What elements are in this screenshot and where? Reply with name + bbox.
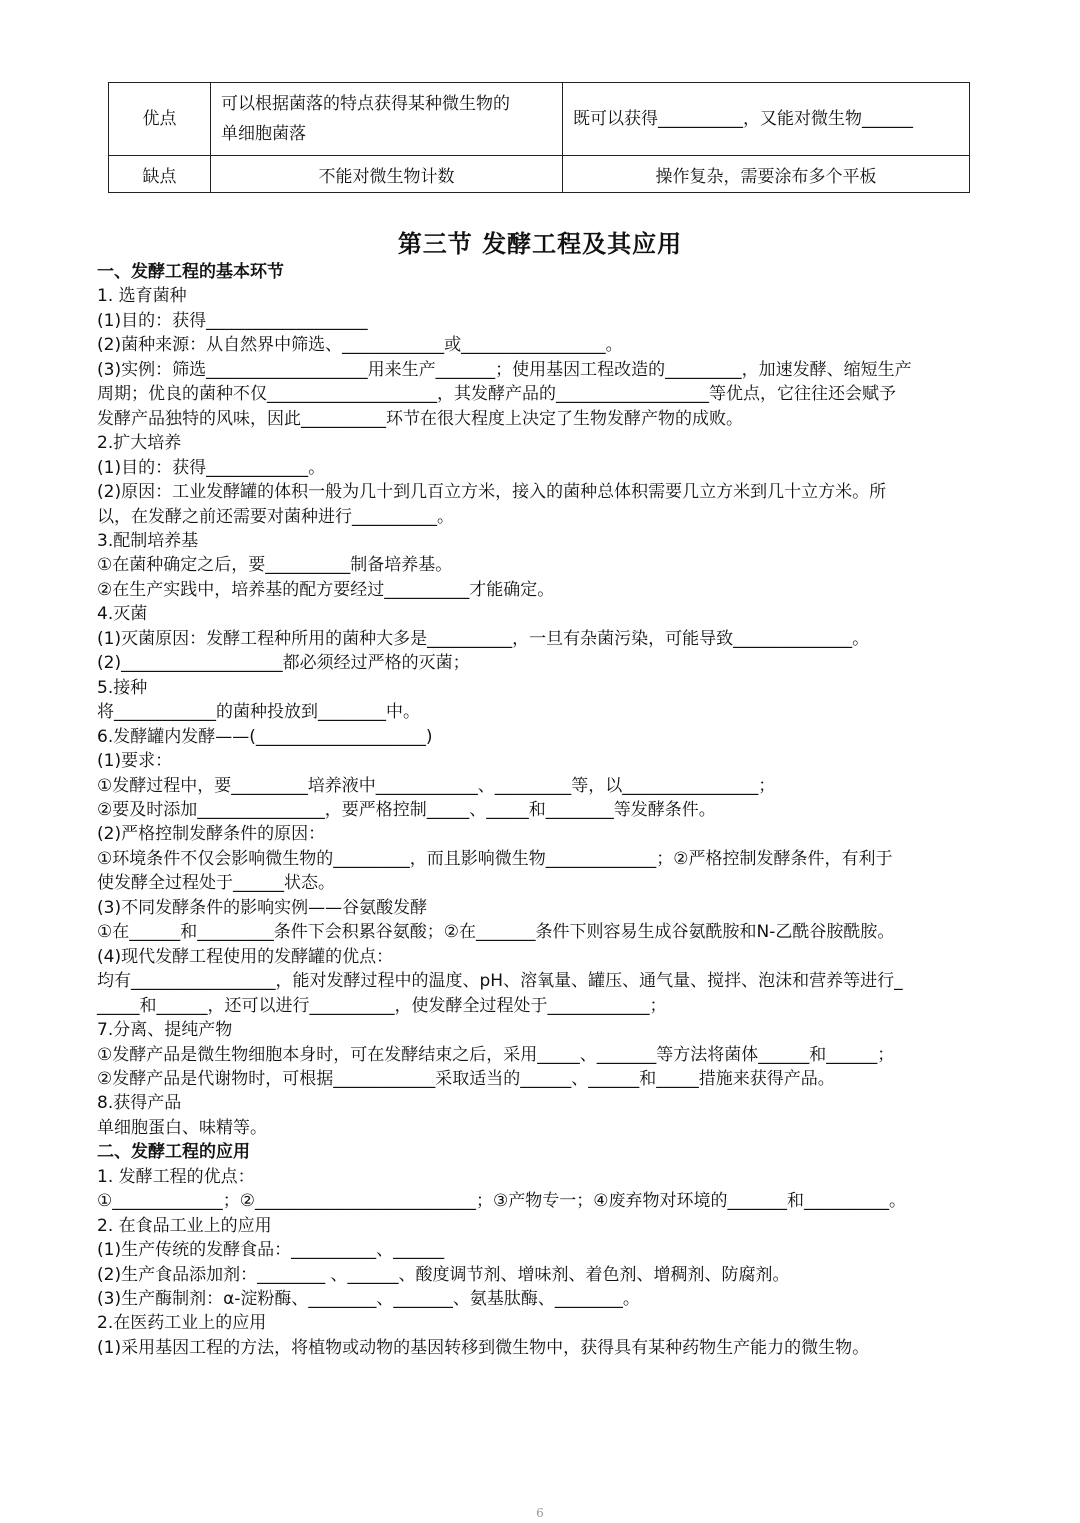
- table-cell: 操作复杂，需要涂布多个平板: [563, 156, 970, 193]
- text-line: (2)生产食品添加剂：________ 、______、酸度调节剂、增味剂、着色剂、增稠剂、防腐剂。: [97, 1264, 790, 1285]
- text-line: (2)___________________都必须经过严格的灭菌；: [97, 653, 470, 674]
- text-line: 将____________的菌种投放到________中。: [97, 702, 420, 723]
- text-line: 4.灭菌: [97, 604, 148, 625]
- row-label: 缺点: [109, 156, 211, 193]
- text-line: ①在菌种确定之后，要__________制备培养基。: [97, 555, 453, 576]
- worksheet-body: [97, 260, 997, 1360]
- text-line: ①_____________；②__________________________；③产物专一；④废弃物对环境的_______和__________。: [97, 1191, 906, 1212]
- text-line: 单细胞蛋白、味精等。: [97, 1117, 267, 1138]
- heading-applications: 二、发酵工程的应用: [97, 1142, 250, 1163]
- table-row-advantages: [109, 83, 970, 156]
- text-line: 发酵产品独特的风味，因此__________环节在很大程度上决定了生物发酵产物的成败。: [97, 408, 743, 429]
- text-line: 6.发酵罐内发酵——(____________________): [97, 726, 433, 747]
- text-line: (3)实例：筛选___________________用来生产_______；使用基因工程改造的_________，加速发酵、缩短生产: [97, 359, 912, 380]
- text-line: (4)现代发酵工程使用的发酵罐的优点：: [97, 946, 394, 967]
- text-line: (1)要求：: [97, 751, 173, 772]
- text-line: (3)生产酶制剂：α-淀粉酶、________、_______、氨基肽酶、________。: [97, 1289, 640, 1310]
- text-line: (1)生产传统的发酵食品：__________、______: [97, 1240, 445, 1261]
- text-line: (1)灭菌原因：发酵工程种所用的菌种大多是__________，一旦有杂菌污染，可能导致______________。: [97, 628, 870, 649]
- text-line: ①发酵产品是微生物细胞本身时，可在发酵结束之后，采用_____、_______等方法将菌体______和______；: [97, 1044, 895, 1065]
- text-line: 3.配制培养基: [97, 530, 199, 551]
- text-line: 8.获得产品: [97, 1093, 182, 1114]
- table-cell: 不能对微生物计数: [211, 156, 563, 193]
- cell-text-line: 可以根据菌落的特点获得某种微生物的: [221, 94, 510, 114]
- text-line: (2)严格控制发酵条件的原因：: [97, 824, 326, 845]
- text-line: ②要及时添加_______________，要严格控制_____、_____和________等发酵条件。: [97, 799, 716, 820]
- text-line: 2. 在食品工业上的应用: [97, 1215, 272, 1236]
- text-line: (1)目的：获得____________。: [97, 457, 326, 478]
- text-line: 7.分离、提纯产物: [97, 1020, 233, 1041]
- row-label: 优点: [109, 83, 211, 156]
- heading-basic-steps: 一、发酵工程的基本环节: [97, 262, 284, 282]
- text-line: ②在生产实践中，培养基的配方要经过__________才能确定。: [97, 579, 555, 600]
- section-title: 第三节 发酵工程及其应用: [397, 230, 683, 258]
- text-line: (1)目的：获得___________________: [97, 310, 368, 331]
- text-line: ①环境条件不仅会影响微生物的_________，而且影响微生物_____________；②严格控制发酵条件，有利于: [97, 848, 893, 869]
- text-line: 2.在医药工业上的应用: [97, 1313, 267, 1334]
- table-cell: 既可以获得__________，又能对微生物______: [563, 83, 970, 156]
- text-line: 均有_________________，能对发酵过程中的温度、pH、溶氧量、罐压、通气量、搅拌、泡沫和营养等进行_: [97, 971, 903, 992]
- text-line: 1. 发酵工程的优点：: [97, 1166, 255, 1187]
- text-line: (2)原因：工业发酵罐的体积一般为几十到几百立方米，接入的菌种总体积需要几立方米到几十立方米。所: [97, 482, 887, 503]
- page-number: 6: [536, 1506, 544, 1520]
- text-line: 1. 选育菌种: [97, 286, 187, 307]
- text-line: 周期；优良的菌种不仅____________________，其发酵产品的__________________等优点，它往往还会赋予: [97, 384, 896, 405]
- table-cell: [211, 83, 563, 156]
- text-line: 2.扩大培养: [97, 433, 182, 454]
- text-line: _____和______，还可以进行__________，使发酵全过程处于____________；: [97, 995, 667, 1016]
- text-line: ②发酵产品是代谢物时，可根据____________采取适当的______、______和_____措施来获得产品。: [97, 1068, 835, 1089]
- text-line: ①在______和_________条件下会积累谷氨酸；②在_______条件下则容易生成谷氨酰胺和N-乙酰谷胺酰胺。: [97, 922, 895, 943]
- text-line: ①发酵过程中，要_________培养液中____________、_________等，以________________；: [97, 775, 776, 796]
- text-line: 使发酵全过程处于______状态。: [97, 873, 335, 894]
- text-line: (2)菌种来源：从自然界中筛选、____________或_________________。: [97, 335, 623, 356]
- text-line: (1)采用基因工程的方法，将植物或动物的基因转移到微生物中，获得具有某种药物生产能力的微生物。: [97, 1337, 870, 1358]
- text-line: 5.接种: [97, 677, 148, 698]
- text-line: 以，在发酵之前还需要对菌种进行__________。: [97, 506, 454, 527]
- text-line: (3)不同发酵条件的影响实例——谷氨酸发酵: [97, 897, 428, 918]
- table-row-disadvantages: [109, 156, 970, 193]
- comparison-table: [108, 82, 970, 193]
- cell-text-line: 单细胞菌落: [221, 124, 306, 144]
